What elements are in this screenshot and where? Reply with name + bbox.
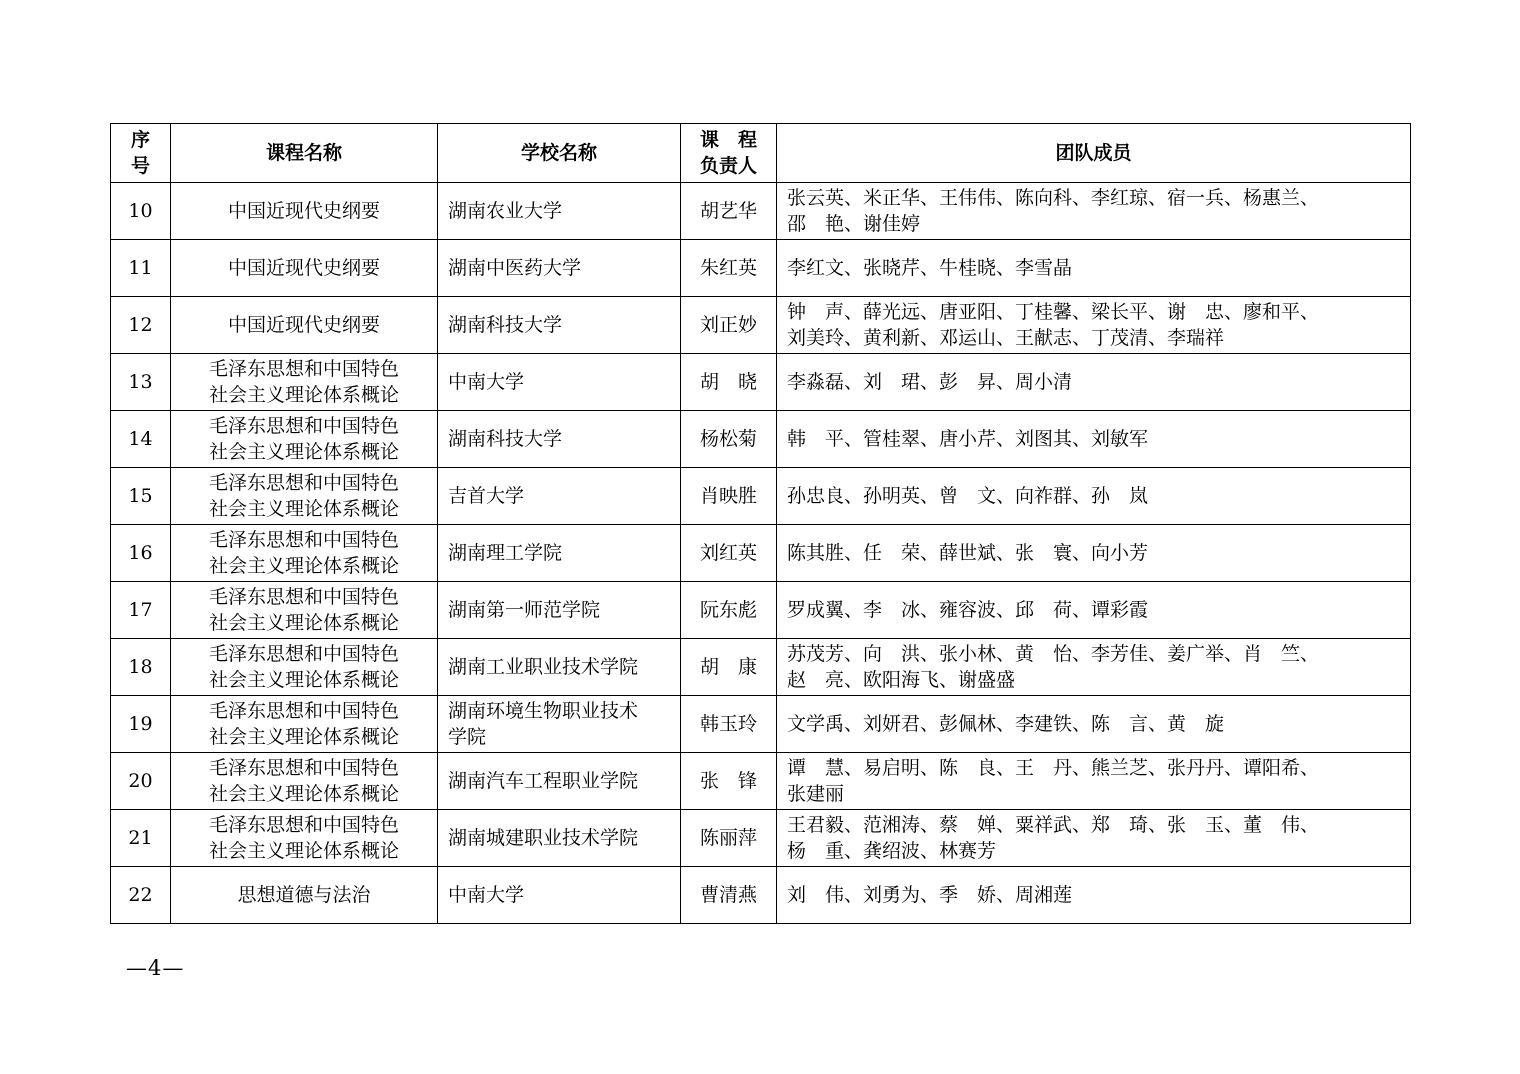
table-row <box>111 696 1411 753</box>
cell-course-lead: 曹清燕 <box>681 867 777 924</box>
cell-serial-number: 21 <box>111 810 171 867</box>
cell-school-name: 湖南科技大学 <box>438 411 681 468</box>
table-row <box>111 297 1411 354</box>
table-row <box>111 639 1411 696</box>
table-header <box>111 124 1411 183</box>
cell-course-lead: 肖映胜 <box>681 468 777 525</box>
cell-team-members: 苏茂芳、向 洪、张小林、黄 怡、李芳佳、姜广举、肖 竺、 赵 亮、欧阳海飞、谢盛盛 <box>777 639 1411 696</box>
table-row <box>111 525 1411 582</box>
cell-school-name: 湖南农业大学 <box>438 183 681 240</box>
cell-school-name: 湖南城建职业技术学院 <box>438 810 681 867</box>
cell-serial-number: 12 <box>111 297 171 354</box>
cell-team-members: 孙忠良、孙明英、曾 文、向祚群、孙 岚 <box>777 468 1411 525</box>
cell-school-name: 湖南中医药大学 <box>438 240 681 297</box>
cell-course-name: 毛泽东思想和中国特色 社会主义理论体系概论 <box>171 354 438 411</box>
header-school-name: 学校名称 <box>438 124 681 183</box>
cell-course-name: 中国近现代史纲要 <box>171 183 438 240</box>
cell-team-members: 李红文、张晓芹、牛桂晓、李雪晶 <box>777 240 1411 297</box>
cell-course-name: 思想道德与法治 <box>171 867 438 924</box>
cell-school-name: 中南大学 <box>438 354 681 411</box>
table-row <box>111 411 1411 468</box>
cell-team-members: 王君毅、范湘涛、蔡 婵、粟祥武、郑 琦、张 玉、董 伟、 杨 重、龚绍波、林赛芳 <box>777 810 1411 867</box>
cell-course-name: 毛泽东思想和中国特色 社会主义理论体系概论 <box>171 411 438 468</box>
cell-course-name: 毛泽东思想和中国特色 社会主义理论体系概论 <box>171 582 438 639</box>
cell-serial-number: 18 <box>111 639 171 696</box>
table-row <box>111 183 1411 240</box>
cell-course-name: 毛泽东思想和中国特色 社会主义理论体系概论 <box>171 639 438 696</box>
cell-course-lead: 阮东彪 <box>681 582 777 639</box>
cell-serial-number: 22 <box>111 867 171 924</box>
cell-serial-number: 19 <box>111 696 171 753</box>
cell-course-name: 毛泽东思想和中国特色 社会主义理论体系概论 <box>171 810 438 867</box>
header-serial-number: 序 号 <box>111 124 171 183</box>
cell-school-name: 湖南第一师范学院 <box>438 582 681 639</box>
cell-team-members: 文学禹、刘妍君、彭佩林、李建铁、陈 言、黄 旋 <box>777 696 1411 753</box>
header-team-members: 团队成员 <box>777 124 1411 183</box>
cell-team-members: 钟 声、薛光远、唐亚阳、丁桂馨、梁长平、谢 忠、廖和平、 刘美玲、黄利新、邓运山、王献志、丁茂清、李瑞祥 <box>777 297 1411 354</box>
table-row <box>111 753 1411 810</box>
table-body <box>111 183 1411 924</box>
cell-course-lead: 陈丽萍 <box>681 810 777 867</box>
cell-course-name: 毛泽东思想和中国特色 社会主义理论体系概论 <box>171 525 438 582</box>
cell-course-name: 中国近现代史纲要 <box>171 240 438 297</box>
cell-serial-number: 16 <box>111 525 171 582</box>
course-team-table <box>110 123 1411 924</box>
cell-team-members: 陈其胜、任 荣、薛世斌、张 寰、向小芳 <box>777 525 1411 582</box>
cell-school-name: 吉首大学 <box>438 468 681 525</box>
table-row <box>111 354 1411 411</box>
cell-serial-number: 15 <box>111 468 171 525</box>
cell-team-members: 张云英、米正华、王伟伟、陈向科、李红琼、宿一兵、杨惠兰、 邵 艳、谢佳婷 <box>777 183 1411 240</box>
table-row <box>111 240 1411 297</box>
cell-team-members: 韩 平、管桂翠、唐小芹、刘图其、刘敏军 <box>777 411 1411 468</box>
cell-course-lead: 杨松菊 <box>681 411 777 468</box>
cell-serial-number: 17 <box>111 582 171 639</box>
page-number: —4— <box>126 956 185 980</box>
cell-serial-number: 20 <box>111 753 171 810</box>
cell-serial-number: 13 <box>111 354 171 411</box>
cell-course-lead: 胡 晓 <box>681 354 777 411</box>
cell-team-members: 罗成翼、李 冰、雍容波、邱 荷、谭彩霞 <box>777 582 1411 639</box>
table-row <box>111 582 1411 639</box>
header-course-lead: 课 程 负责人 <box>681 124 777 183</box>
cell-course-lead: 刘红英 <box>681 525 777 582</box>
cell-course-lead: 胡 康 <box>681 639 777 696</box>
header-row <box>111 124 1411 183</box>
cell-team-members: 刘 伟、刘勇为、季 娇、周湘莲 <box>777 867 1411 924</box>
cell-course-name: 中国近现代史纲要 <box>171 297 438 354</box>
cell-course-name: 毛泽东思想和中国特色 社会主义理论体系概论 <box>171 753 438 810</box>
cell-serial-number: 11 <box>111 240 171 297</box>
table-row <box>111 468 1411 525</box>
header-course-name: 课程名称 <box>171 124 438 183</box>
cell-serial-number: 10 <box>111 183 171 240</box>
table-row <box>111 867 1411 924</box>
cell-school-name: 中南大学 <box>438 867 681 924</box>
cell-course-name: 毛泽东思想和中国特色 社会主义理论体系概论 <box>171 468 438 525</box>
cell-course-lead: 朱红英 <box>681 240 777 297</box>
cell-team-members: 谭 慧、易启明、陈 良、王 丹、熊兰芝、张丹丹、谭阳希、 张建丽 <box>777 753 1411 810</box>
cell-school-name: 湖南科技大学 <box>438 297 681 354</box>
cell-school-name: 湖南理工学院 <box>438 525 681 582</box>
cell-course-lead: 刘正妙 <box>681 297 777 354</box>
cell-course-lead: 胡艺华 <box>681 183 777 240</box>
cell-school-name: 湖南环境生物职业技术 学院 <box>438 696 681 753</box>
table-row <box>111 810 1411 867</box>
cell-serial-number: 14 <box>111 411 171 468</box>
cell-course-lead: 张 锋 <box>681 753 777 810</box>
cell-course-name: 毛泽东思想和中国特色 社会主义理论体系概论 <box>171 696 438 753</box>
cell-school-name: 湖南汽车工程职业学院 <box>438 753 681 810</box>
cell-team-members: 李淼磊、刘 珺、彭 昇、周小清 <box>777 354 1411 411</box>
cell-school-name: 湖南工业职业技术学院 <box>438 639 681 696</box>
cell-course-lead: 韩玉玲 <box>681 696 777 753</box>
